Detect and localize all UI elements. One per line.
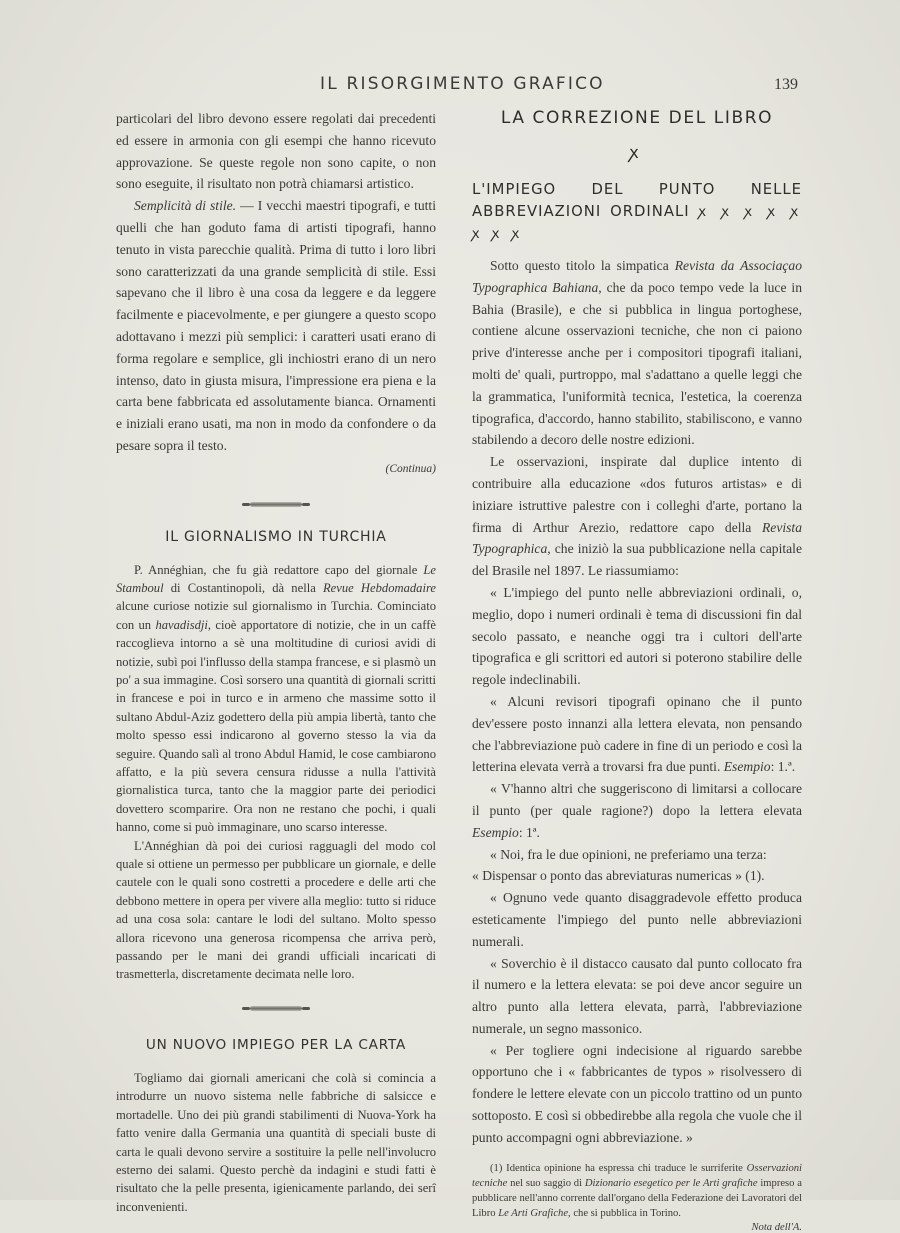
quote-paragraph: « Noi, fra le due opinioni, ne preferiamo una terza: [490,846,767,862]
paragraph: P. Annéghian, che fu già redattore capo del giornale Le Stamboul di Costantinopoli, dà nella Revue Hebdomadaire alcune curiose notizie sul giornalismo in Turchia. Cominciato con un havadisdji, cioè apportatore di notizie, che in un caffè raccoglieva intorno a sè una moltitudine di curiosi avidi di notizie, subì poi l'influsso della stampa francese, e si plasmò un po' a sua immagine. Così sorsero una quantità di giornali scritti in francese e poi in turco e in armeno che massime sotto il sultano Abdul-Aziz godettero della più ampia libertà, tanto che molto spesso essi indicarono al governo stesso la via da seguire. Quando salì al trono Abdul Hamid, le cose cambiarono affatto, e la più severa censura ridusse a nulla l'attività giornalistica turca, tanto che la maggior parte dei periodici dovettero scomparire. Ora non ne restano che pochi, i quali hanno, come si può immaginare, uno scarso interesse. [116,562,437,835]
continua-note: (Continua) [385,462,436,475]
paragraph: L'Annéghian dà poi dei curiosi ragguagli del modo col quale si ottiene un permesso per pubblicare un giornale, e delle cautele con le quali sono costretti a procedere e delle arti che debbono mettere in opera per vivere alla meglio: tutto si riduce ad una cosa sola: cantare le lodi del sultano. Molto spesso allora ricevono una generosa ricompensa che arriva però, passando per le mani dei grandi ufficiali incaricati di trasmetterla, discretamente decimata nelle loro. [116,838,436,982]
quote-paragraph: « L'impiego del punto nelle abbreviazioni ordinali, o, meglio, dopo i numeri ordinali è tema di discussioni fin dal secolo passato, e neanche oggi tra i cultori dell'arte tipografica e gli scrittori ed autori si poterono stabilire delle regole indeclinabili. [472,584,802,688]
main-title: LA CORREZIONE DEL LIBRO [500,108,774,128]
footnote: (1) Identica opinione ha espressa chi traduce le surriferite Osservazioni tecniche nel suo saggio di Dizionario esegetico per le Arti grafiche impreso a pubblicare nell'anno corrente dall'organo della Federazione dei Lavoratori del Libro Le Arti Grafiche, che si pubblica in Torino. [472,1162,802,1219]
quote-paragraph: « Ognuno vede quanto disaggradevole effetto produca esteticamente l'impiego del punto nelle abbreviazioni numerali. [472,890,802,949]
run-in-heading: Semplicità di stile. [134,198,237,214]
left-column [116,108,436,1216]
section-title-turchia: IL GIORNALISMO IN TURCHIA [165,528,387,545]
paragraph: Le osservazioni, inspirate dal duplice intento di contribuire alla educazione «dos futuros artistas» e di iniziare istruttive palestre con i colleghi d'arte, portano la firma di Arthur Arezio, redattore capo della Revista Typographica, che iniziò la sua pubblicazione nella capitale del Brasile nel 1897. Le riassumiamo: [472,454,802,579]
paragraph: particolari del libro devono essere regolati dai precedenti ed essere in armonia con gli esempi che hanno ricevuto approvazione. Se queste regole non sono capite, o non sono eseguite, il risultato non potrà chiamarsi artistico. [116,111,436,192]
rolling-pin-divider [250,1006,302,1011]
article-title: L'IMPIEGO DEL PUNTO NELLE ABBREVIAZIONI ORDINALI ꭗ ꭗ ꭗ ꭗ ꭗ ꭗ ꭗ ꭗ [472,181,802,242]
page-number: 139 [774,76,798,93]
paragraph: Togliamo dai giornali americani che colà si comincia a introdurre un nuovo sistema nelle fabbriche di salsicce e mortadelle. Uno dei più grandi stabilimenti di Nuova-York ha fatto venire dalla Germania una quantità di speciali buste di carta le quali devono servire a sostituire la pelle nell'involucro esterno dei salami. Questo perchè da indagini e studi fatti è risultato che la pelle presenta, igienicamente parlando, dei serî inconvenienti. [116,1070,436,1214]
running-title: IL RISORGIMENTO GRAFICO [320,74,605,94]
paragraph: Sotto questo titolo la simpatica Revista da Associaçao Typographica Bahiana, che da poco tempo vede la luce in Bahia (Brasile), e che si pubblica in lingua portoghese, contiene alcune osservazioni tecniche, che non ci paiono prive d'interesse anche per i compositori tipografi italiani, molti de' quali, purtroppo, mal s'adattano a quelle leggi che la grammatica, l'uniformità tecnica, l'estetica, la coerenza tipografica, d'accordo, hanno stabilito, stabiliscono, e vanno stabilendo a decoro delle nostre edizioni. [472,258,803,448]
right-column [472,108,802,1233]
quote-paragraph: « V'hanno altri che suggeriscono di limitarsi a collocare il punto (per quale ragione?) dopo la lettera elevata Esempio: 1ª. [472,781,802,840]
quote-paragraph: « Soverchio è il distacco causato dal punto collocato fra il numero e la lettera elevata: se poi deve ancor seguire un altro punto alla lettera elevata, parrà, l'abbreviazione numerale, un segno massonico. [472,955,802,1036]
rolling-pin-divider [250,502,302,507]
quote-paragraph: « Per togliere ogni indecisione al riguardo sarebbe opportuno che i « fabbricantes de typos » risolvessero di fondere le lettere elevate con un piccolo trattino od un punto sottoposto. E così si obbedirebbe alla regola che vuole che il punto accompagni ogni abbreviazione. » [472,1042,802,1145]
ornament-row-icon: ꭗ ꭗ ꭗ ꭗ ꭗ ꭗ ꭗ ꭗ [472,204,802,242]
running-header [260,74,850,94]
ornament-icon: ꭗ [629,143,645,162]
footnote-signature: Nota dell'A. [751,1221,802,1233]
section-title-carta: UN NUOVO IMPIEGO PER LA CARTA [145,1036,407,1053]
quote-paragraph: « Alcuni revisori tipografi opinano che il punto dev'essere posto innanzi alla lettera elevata, non pensando che l'abbreviazione può cadere in fine di un periodo e così la letterina elevata verrà a trovarsi fra due punti. Esempio: 1.ª. [472,693,802,775]
quote-paragraph: « Dispensar o ponto das abreviaturas numericas » (1). [472,868,765,884]
paragraph: Semplicità di stile. — I vecchi maestri tipografi, e tutti quelli che han goduto fama di artisti tipografi, hanno tenuto in vista parecchie qualità. Prima di tutto i loro libri sono caratterizzati da una grande semplicità di stile. Essi sapevano che il libro è una cosa da leggere e da leggere facilmente e piacevolmente, e per giungere a questo scopo adottavano i mezzi più semplici: i caratteri usati erano di forma regolare e semplice, gli inchiostri erano di un nero intenso, dato in giusta misura, l'impressione era piena e la carta bene fabbricata ed assolutamente bianca. Ornamenti e iniziali erano usati, ma non in modo da confondere o da pesare sopra il testo. [116,198,436,453]
